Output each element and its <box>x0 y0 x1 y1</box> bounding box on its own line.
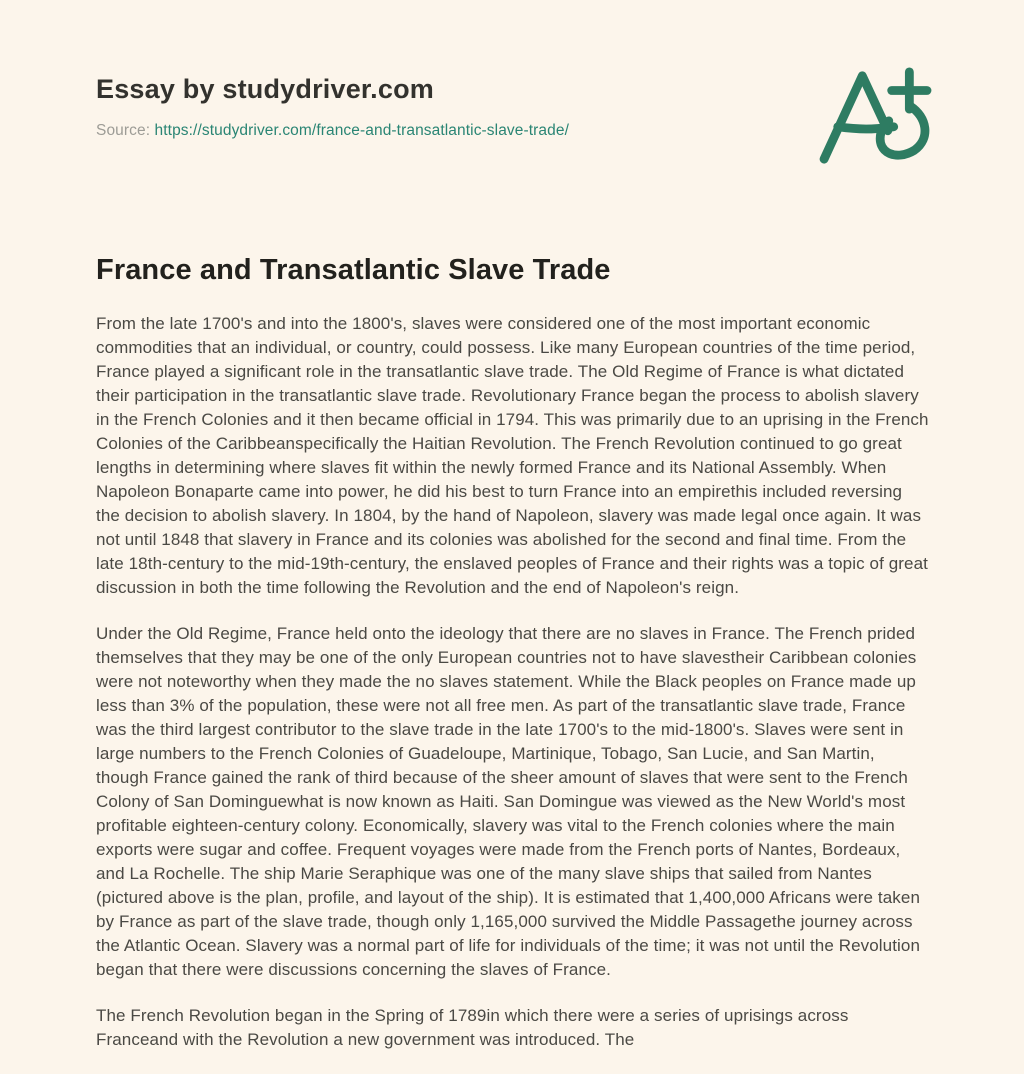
source-label: Source: <box>96 122 151 139</box>
source-line <box>96 122 569 140</box>
paragraph: Under the Old Regime, France held onto the ideology that there are no slaves in France. The French prided themselves that they may be one of the only European countries not to have slavestheir Caribbean colonies were not noteworthy when they made the no slaves statement. While the Black peoples on France made up less than 3% of the population, these were not all free men. As part of the transatlantic slave trade, France was the third largest contributor to the slave trade in the late 1700's to the mid-1800's. Slaves were sent in large numbers to the French Colonies of Guadeloupe, Martinique, Tobago, San Lucie, and San Martin, though France gained the rank of third because of the sheer amount of slaves that were sent to the French Colony of San Dominguewhat is now known as Haiti. San Domingue was viewed as the New World's most profitable eighteen-century colony. Economically, slavery was vital to the French colonies where the main exports were sugar and coffee. Frequent voyages were made from the French ports of Nantes, Bordeaux, and La Rochelle. The ship Marie Seraphique was one of the many slave ships that sailed from Nantes (pictured above is the plan, profile, and layout of the ship). It is estimated that 1,400,000 Africans were taken by France as part of the slave trade, though only 1,165,000 survived the Middle Passagethe journey across the Atlantic Ocean. Slavery was a normal part of life for individuals of the time; it was not until the Revolution began that there were discussions concerning the slaves of France. <box>96 624 921 979</box>
article-title: France and Transatlantic Slave Trade <box>96 254 611 286</box>
page-title: Essay by studydriver.com <box>96 74 434 104</box>
source-url-link[interactable]: https://studydriver.com/france-and-transatlantic-slave-trade/ <box>154 122 569 139</box>
article-body <box>96 312 929 1074</box>
a-plus-logo-icon <box>818 66 936 166</box>
paragraph: From the late 1700's and into the 1800's, slaves were considered one of the most important economic commodities that an individual, or country, could possess. Like many European countries of the time period, France played a significant role in the transatlantic slave trade. The Old Regime of France is what dictated their participation in the transatlantic slave trade. Revolutionary France began the process to abolish slavery in the French Colonies and it then became official in 1794. This was primarily due to an uprising in the French Colonies of the Caribbeanspecifically the Haitian Revolution. The French Revolution continued to go great lengths in determining where slaves fit within the newly formed France and its National Assembly. When Napoleon Bonaparte came into power, he did his best to turn France into an empirethis included reversing the decision to abolish slavery. In 1804, by the hand of Napoleon, slavery was made legal once again. It was not until 1848 that slavery in France and its colonies was abolished for the second and final time. From the late 18th-century to the mid-19th-century, the enslaved peoples of France and their rights was a topic of great discussion in both the time following the Revolution and the end of Napoleon's reign. <box>96 314 929 597</box>
paragraph: The French Revolution began in the Spring of 1789in which there were a series of uprisings across Franceand with the Revolution a new government was introduced. The <box>96 1006 849 1049</box>
